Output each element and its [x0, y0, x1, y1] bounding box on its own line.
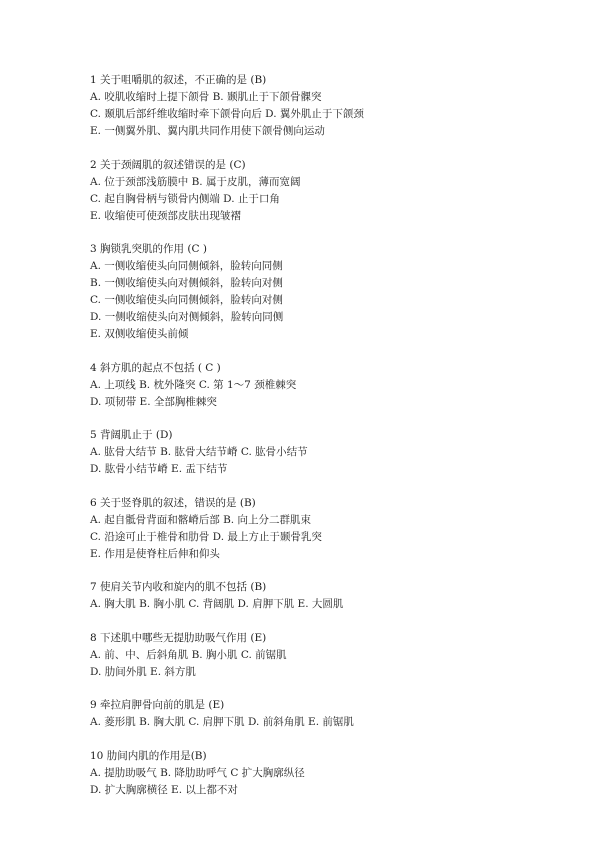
option-line: E. 作用是使脊柱后伸和仰头 — [90, 547, 220, 560]
question-stem: 9 牵拉肩胛骨向前的肌是 (E) — [90, 699, 225, 711]
question-block — [90, 241, 580, 343]
question-stem: 3 胸锁乳突肌的作用 (C ) — [90, 243, 207, 255]
option-line: A. 肱骨大结节 B. 肱骨大结节嵴 C. 肱骨小结节 — [90, 446, 308, 458]
question-stem: 6 关于竖脊肌的叙述，错误的是 (B) — [90, 496, 256, 509]
question-stem: 4 斜方肌的起点不包括 ( C ) — [90, 361, 221, 374]
option-line: D. 扩大胸廓横径 E. 以上都不对 — [90, 783, 238, 796]
question-block — [90, 630, 580, 681]
question-list — [90, 72, 580, 815]
question-block — [90, 72, 580, 140]
option-line: A. 起自骶骨背面和髂嵴后部 B. 向上分二群肌束 — [90, 513, 311, 526]
question-stem: 5 背阔肌止于 (D) — [90, 429, 173, 441]
question-block — [90, 360, 580, 411]
option-line: D. 肱骨小结节嵴 E. 盂下结节 — [90, 463, 228, 475]
question-stem: 10 肋间内肌的作用是(B) — [90, 749, 207, 762]
question-block — [90, 427, 580, 478]
question-stem: 2 关于颈阔肌的叙述错误的是 (C) — [90, 158, 246, 171]
option-line: E. 一侧翼外肌、翼内肌共同作用使下颌骨侧向运动 — [90, 125, 325, 137]
option-line: C. 一侧收缩使头向同侧倾斜，脸转向对侧 — [90, 294, 283, 306]
option-line: A. 提肋助吸气 B. 降肋助呼气 C 扩大胸廓纵径 — [90, 766, 305, 779]
question-stem: 1 关于咀嚼肌的叙述，不正确的是 (B) — [90, 74, 267, 86]
question-block — [90, 157, 580, 225]
option-line: B. 一侧收缩使头向对侧倾斜，脸转向对侧 — [90, 277, 283, 289]
option-line: E. 双侧收缩使头前倾 — [90, 328, 189, 340]
option-line: A. 位于颈部浅筋膜中 B. 属于皮肌，薄而宽阔 — [90, 175, 301, 188]
option-line: A. 上项线 B. 枕外隆突 C. 第 1～7 颈椎棘突 — [90, 378, 297, 391]
question-block — [90, 579, 580, 613]
question-stem: 7 使肩关节内收和旋内的肌不包括 (B) — [90, 581, 267, 593]
question-block — [90, 697, 580, 731]
question-block — [90, 748, 580, 799]
question-block — [90, 495, 580, 563]
option-line: A. 前、中、后斜角肌 B. 胸小肌 C. 前锯肌 — [90, 648, 287, 661]
option-line: A. 胸大肌 B. 胸小肌 C. 背阔肌 D. 肩胛下肌 E. 大圆肌 — [90, 598, 344, 610]
option-line: D. 项韧带 E. 全部胸椎棘突 — [90, 395, 217, 408]
option-line: C. 起自胸骨柄与锁骨内侧端 D. 止于口角 — [90, 192, 280, 205]
option-line: D. 肋间外肌 E. 斜方肌 — [90, 665, 196, 678]
option-line: A. 一侧收缩使头向同侧倾斜，脸转向同侧 — [90, 260, 283, 272]
option-line: A. 咬肌收缩时上提下颌骨 B. 颞肌止于下颌骨髁突 — [90, 91, 322, 103]
option-line: D. 一侧收缩使头向对侧倾斜，脸转向同侧 — [90, 311, 284, 323]
option-line: C. 颞肌后部纤维收缩时牵下颌骨向后 D. 翼外肌止于下颌颈 — [90, 108, 364, 120]
option-line: C. 沿途可止于椎骨和肋骨 D. 最上方止于颞骨乳突 — [90, 530, 322, 543]
option-line: A. 菱形肌 B. 胸大肌 C. 肩胛下肌 D. 前斜角肌 E. 前锯肌 — [90, 716, 354, 728]
option-line: E. 收缩使可使颈部皮肤出现皱褶 — [90, 209, 241, 222]
question-stem: 8 下述肌中哪些无提肋助吸气作用 (E) — [90, 631, 267, 644]
